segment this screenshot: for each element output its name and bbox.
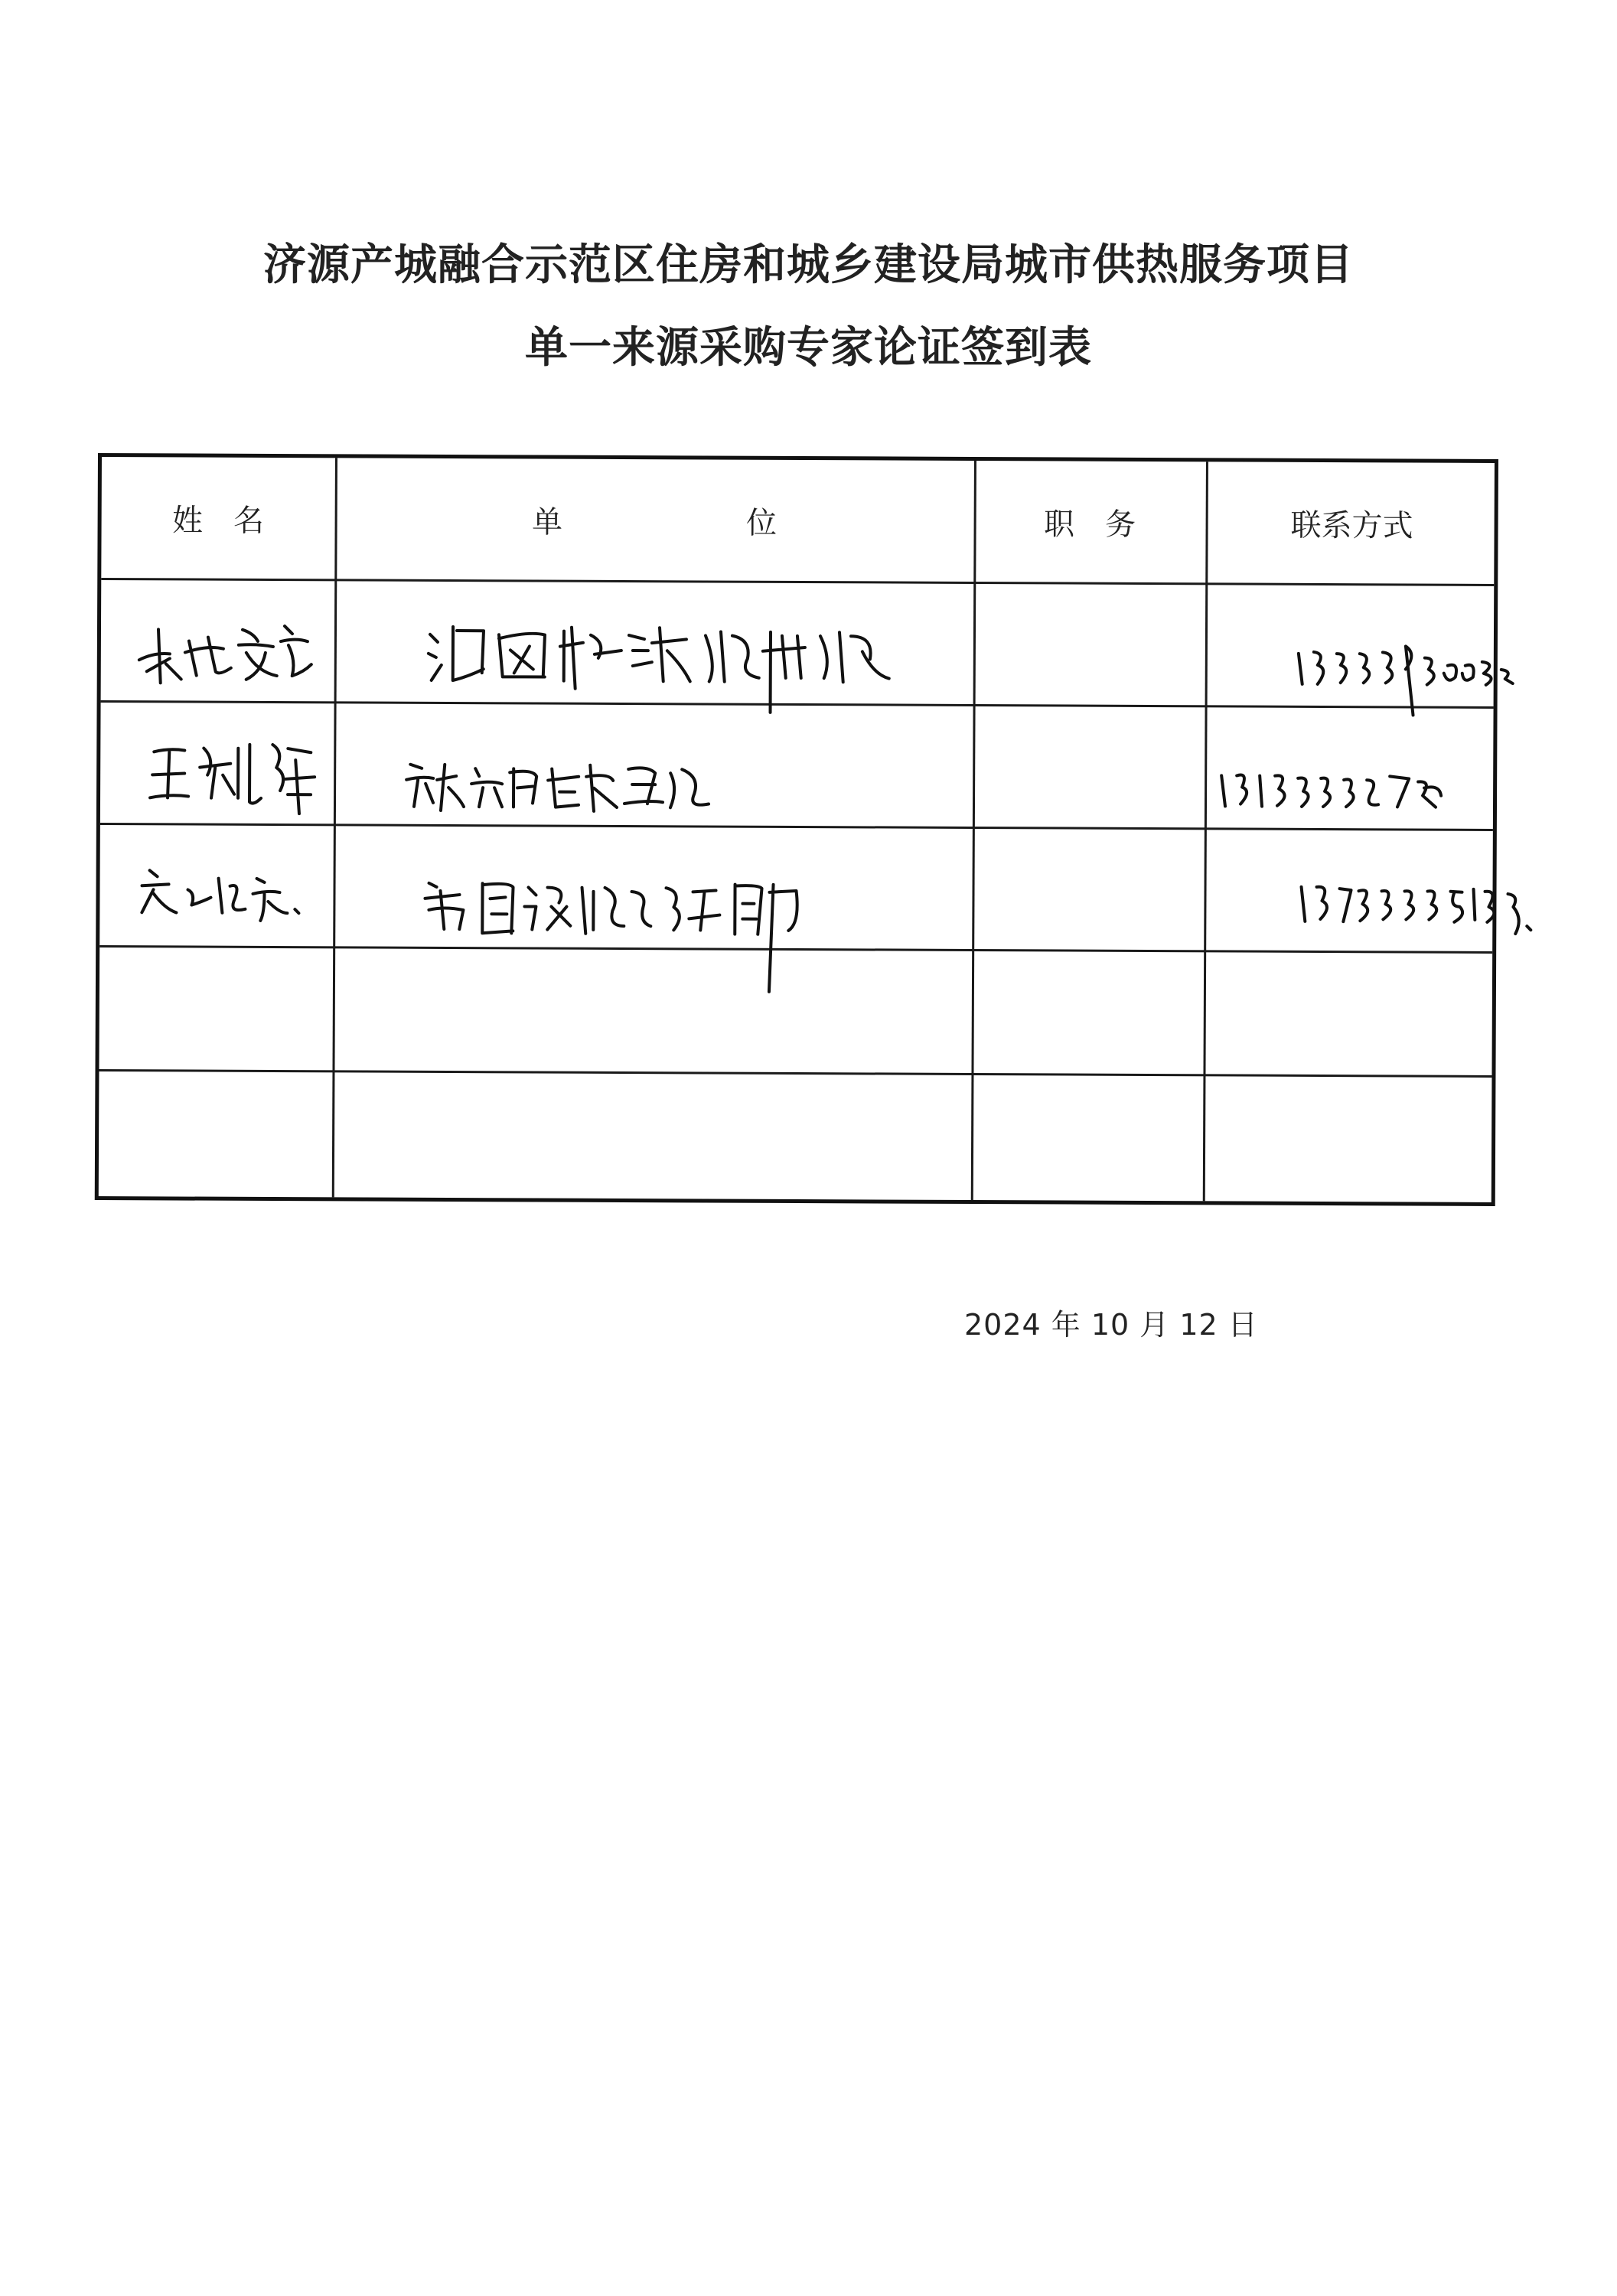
- document-title: 济源产城融合示范区住房和城乡建设局城市供热服务项目: [263, 240, 1354, 290]
- handwritten-signature-name-row-1: [124, 598, 324, 694]
- handwritten-contact-row-1: [1291, 623, 1521, 719]
- header-position: 职 务: [1044, 506, 1136, 543]
- header-name: 姓 名: [172, 502, 265, 539]
- handwritten-contact-row-2: [1218, 748, 1447, 821]
- header-unit: 单 位: [532, 504, 778, 541]
- handwritten-unit-row-3: [421, 860, 820, 1003]
- document-date: 2024 年 10 月 12 日: [964, 1308, 1258, 1342]
- handwritten-signature-name-row-2: [146, 721, 323, 824]
- handwritten-unit-row-1: [422, 604, 913, 716]
- document-subtitle: 单一来源采购专家论证签到表: [525, 323, 1092, 373]
- handwritten-unit-row-2: [403, 742, 724, 823]
- handwritten-contact-row-3: [1297, 864, 1535, 960]
- sign-in-table: [95, 453, 1498, 1206]
- header-contact: 联系方式: [1290, 507, 1413, 543]
- row-divider: [99, 1069, 1491, 1078]
- handwritten-signature-name-row-3: [134, 847, 318, 935]
